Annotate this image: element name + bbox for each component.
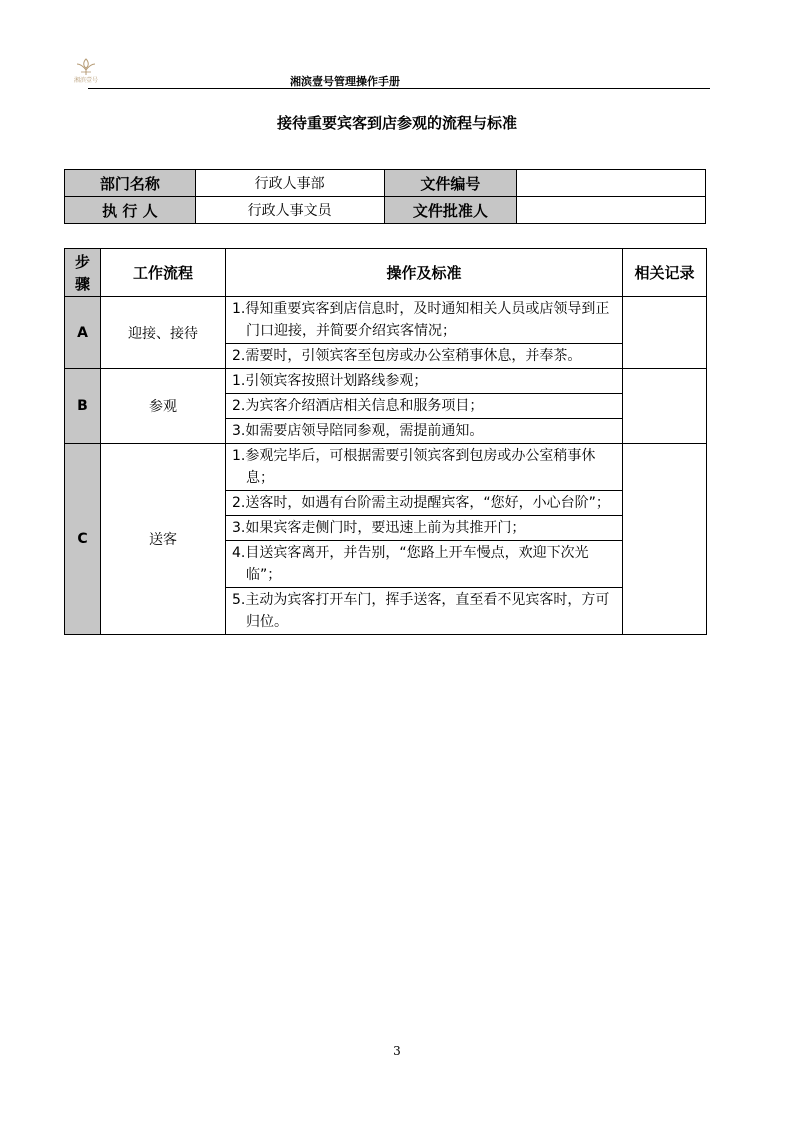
- standard-item: 4.目送宾客离开，并告别，“您路上开车慢点，欢迎下次光临”；: [226, 541, 623, 588]
- doc-number-label: 文件编号: [384, 170, 517, 197]
- standard-item: 3.如果宾客走侧门时，要迅速上前为其推开门；: [226, 516, 623, 541]
- standard-item: 2.需要时，引领宾客至包房或办公室稍事休息，并奉茶。: [226, 344, 623, 369]
- table-row: [65, 297, 707, 344]
- table-row: [65, 444, 707, 491]
- standard-item: 3.如需要店领导陪同参观，需提前通知。: [226, 419, 623, 444]
- records-cell-c: [623, 444, 707, 635]
- approver-label: 文件批准人: [384, 197, 517, 224]
- logo-text: 湘滨壹号: [73, 77, 98, 84]
- doc-number-value: [517, 170, 706, 197]
- header-records: 相关记录: [623, 249, 707, 297]
- header-rule: [88, 88, 710, 89]
- records-cell-a: [623, 297, 707, 369]
- flow-reception: 迎接、接待: [101, 297, 226, 369]
- procedure-table: [64, 248, 707, 635]
- meta-row: [65, 170, 706, 197]
- approver-value: [517, 197, 706, 224]
- standard-item: 2.为宾客介绍酒店相关信息和服务项目；: [226, 394, 623, 419]
- step-a-label: A: [65, 297, 101, 369]
- logo-emblem-icon: [74, 58, 98, 76]
- procedure-header-row: [65, 249, 707, 297]
- flow-farewell: 送客: [101, 444, 226, 635]
- step-b-label: B: [65, 369, 101, 444]
- company-logo: [58, 58, 114, 88]
- records-cell-b: [623, 369, 707, 444]
- page-number: 3: [393, 1044, 401, 1058]
- dept-value: 行政人事部: [195, 170, 384, 197]
- standard-item: 1.引领宾客按照计划路线参观；: [226, 369, 623, 394]
- dept-label: 部门名称: [65, 170, 196, 197]
- standard-item: 5.主动为宾客打开车门，挥手送客，直至看不见宾客时，方可归位。: [226, 588, 623, 635]
- step-c-label: C: [65, 444, 101, 635]
- standard-item: 2.送客时，如遇有台阶需主动提醒宾客，“您好，小心台阶”；: [226, 491, 623, 516]
- standard-item: 1.得知重要宾客到店信息时，及时通知相关人员或店领导到正门口迎接，并简要介绍宾客情况；: [226, 297, 623, 344]
- executor-label: 执 行 人: [65, 197, 196, 224]
- header-standard: 操作及标准: [226, 249, 623, 297]
- executor-value: 行政人事文员: [195, 197, 384, 224]
- flow-visit: 参观: [101, 369, 226, 444]
- running-header-title: 湘滨壹号管理操作手册: [290, 75, 400, 88]
- meta-row: [65, 197, 706, 224]
- table-row: [65, 369, 707, 394]
- meta-table: [64, 169, 706, 224]
- header-flow: 工作流程: [101, 249, 226, 297]
- standard-item: 1.参观完毕后，可根据需要引领宾客到包房或办公室稍事休息；: [226, 444, 623, 491]
- header-step: 步骤: [65, 249, 101, 297]
- document-title: 接待重要宾客到店参观的流程与标准: [276, 114, 517, 132]
